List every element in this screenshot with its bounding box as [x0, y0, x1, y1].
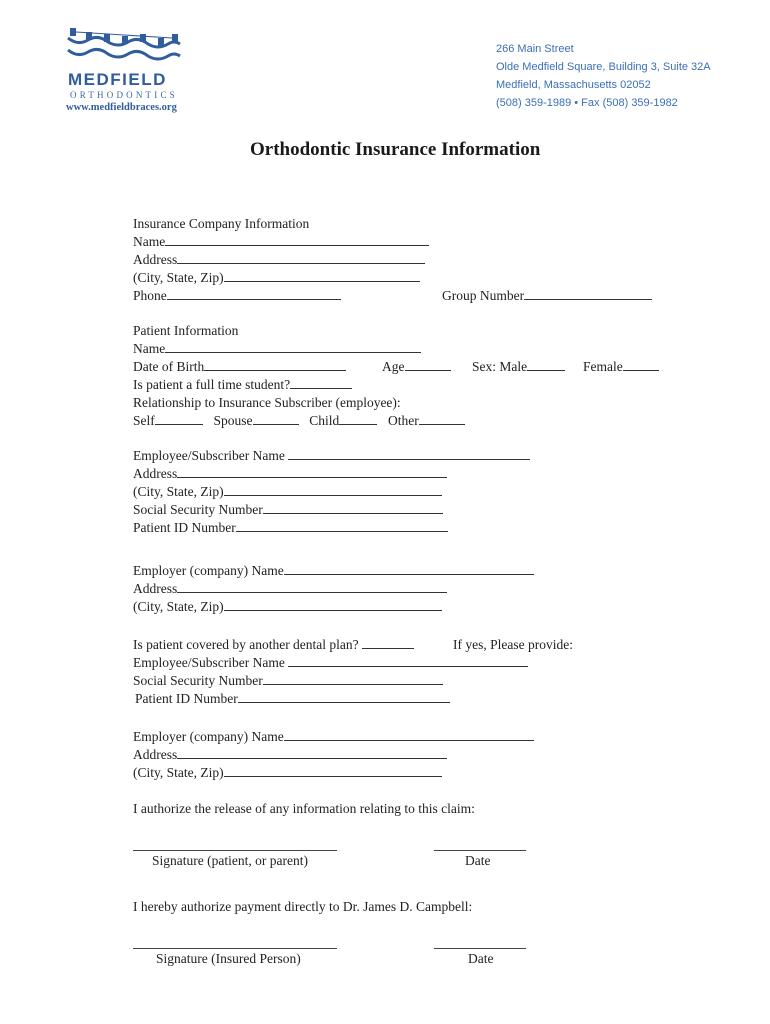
- employer2-city-row: [133, 764, 442, 782]
- child-field[interactable]: [339, 412, 377, 425]
- subscriber-city-field[interactable]: [224, 483, 442, 496]
- group-number-field[interactable]: [524, 287, 652, 300]
- relationship-options: [133, 412, 465, 430]
- logo-name: MEDFIELD: [68, 70, 167, 89]
- employer-name-field[interactable]: [284, 562, 534, 575]
- logo-braces-icon: [64, 24, 182, 72]
- field-label: Phone: [133, 288, 167, 303]
- insurance-city-row: [133, 269, 420, 287]
- subscriber-ssn-row: [133, 501, 443, 519]
- address-line: Medfield, Massachusetts 02052: [496, 79, 651, 91]
- employer-address-row: [133, 580, 447, 598]
- age-row: [382, 358, 451, 376]
- subscriber-patient-id-row: [133, 519, 448, 537]
- insurance-name-field[interactable]: [165, 233, 429, 246]
- field-label: Employee/Subscriber Name: [133, 655, 285, 670]
- relationship-heading: Relationship to Insurance Subscriber (employee):: [133, 395, 401, 410]
- field-label: Employer (company) Name: [133, 729, 284, 744]
- group-number-row: [442, 287, 652, 305]
- authorize-release-text: I authorize the release of any information relating to this claim:: [133, 801, 475, 816]
- insurance-name-row: [133, 233, 429, 251]
- field-label: Date of Birth: [133, 359, 205, 374]
- dob-row: [133, 358, 346, 376]
- subscriber-city-row: [133, 483, 442, 501]
- logo-url: www.medfieldbraces.org: [66, 102, 177, 113]
- field-label: Self: [133, 413, 155, 428]
- field-label: Name: [133, 341, 166, 356]
- field-label: Female: [583, 359, 623, 374]
- dob-field[interactable]: [204, 358, 346, 371]
- insurance-address-field[interactable]: [177, 251, 425, 264]
- date1-line[interactable]: [434, 850, 526, 851]
- address-line: Olde Medfield Square, Building 3, Suite 32A: [496, 61, 711, 73]
- field-label: Patient ID Number: [135, 691, 238, 706]
- student-row: [133, 376, 352, 394]
- field-label: Address: [133, 581, 178, 596]
- field-label: Address: [133, 252, 178, 267]
- field-label: Sex: Male: [472, 359, 528, 374]
- employer2-address-field[interactable]: [177, 746, 447, 759]
- subscriber-name-row: [133, 447, 530, 465]
- student-field[interactable]: [290, 376, 352, 389]
- second-subscriber-name-row: [133, 654, 528, 672]
- field-label: Child: [309, 413, 340, 428]
- field-label: Social Security Number: [133, 502, 263, 517]
- employer-name-row: [133, 562, 534, 580]
- insurance-phone-row: [133, 287, 341, 305]
- field-label: Name: [133, 234, 166, 249]
- other-field[interactable]: [419, 412, 465, 425]
- field-label: Patient ID Number: [133, 520, 236, 535]
- field-label: (City, State, Zip): [133, 599, 224, 614]
- patient-name-row: [133, 340, 421, 358]
- date2-line[interactable]: [434, 948, 526, 949]
- if-yes-label: If yes, Please provide:: [453, 637, 573, 652]
- employer2-city-field[interactable]: [224, 764, 442, 777]
- field-label: (City, State, Zip): [133, 484, 224, 499]
- second-subscriber-name-field[interactable]: [288, 654, 528, 667]
- signature2-label: Signature (Insured Person): [156, 951, 301, 966]
- second-patient-id-field[interactable]: [238, 690, 450, 703]
- field-label: Employer (company) Name: [133, 563, 284, 578]
- second-ssn-row: [133, 672, 443, 690]
- field-label: (City, State, Zip): [133, 270, 224, 285]
- second-plan-field[interactable]: [362, 636, 414, 649]
- subscriber-address-field[interactable]: [177, 465, 447, 478]
- field-label: Employee/Subscriber Name: [133, 448, 285, 463]
- sex-female-row: [583, 358, 659, 376]
- employer-address-field[interactable]: [177, 580, 447, 593]
- logo-subtitle: ORTHODONTICS: [70, 90, 178, 100]
- spouse-field[interactable]: [253, 412, 299, 425]
- male-field[interactable]: [527, 358, 565, 371]
- patient-heading: Patient Information: [133, 323, 239, 338]
- field-label: Group Number: [442, 288, 525, 303]
- self-field[interactable]: [155, 412, 203, 425]
- second-patient-id-row: [135, 690, 450, 708]
- age-field[interactable]: [405, 358, 451, 371]
- subscriber-patient-id-field[interactable]: [236, 519, 448, 532]
- subscriber-name-field[interactable]: [288, 447, 530, 460]
- second-plan-row: [133, 636, 414, 654]
- insurance-phone-field[interactable]: [167, 287, 341, 300]
- field-label: Other: [388, 413, 419, 428]
- phone-fax-line: (508) 359-1989 • Fax (508) 359-1982: [496, 97, 678, 109]
- field-label: Age: [382, 359, 405, 374]
- signature2-line[interactable]: [133, 948, 337, 949]
- employer-city-field[interactable]: [224, 598, 442, 611]
- field-label: (City, State, Zip): [133, 765, 224, 780]
- date1-label: Date: [465, 853, 491, 868]
- insurance-city-field[interactable]: [224, 269, 420, 282]
- insurance-heading: Insurance Company Information: [133, 216, 310, 231]
- authorize-payment-text: I hereby authorize payment directly to Dr. James D. Campbell:: [133, 899, 473, 914]
- date2-label: Date: [468, 951, 494, 966]
- field-label: Address: [133, 747, 178, 762]
- signature1-line[interactable]: [133, 850, 337, 851]
- employer2-address-row: [133, 746, 447, 764]
- field-label: Address: [133, 466, 178, 481]
- address-line: 266 Main Street: [496, 43, 574, 55]
- employer-city-row: [133, 598, 442, 616]
- field-label: Is patient a full time student?: [133, 377, 291, 392]
- female-field[interactable]: [623, 358, 659, 371]
- field-label: Social Security Number: [133, 673, 263, 688]
- page-title: Orthodontic Insurance Information: [250, 139, 541, 160]
- practice-address: [496, 40, 711, 112]
- field-label: Is patient covered by another dental plan?: [133, 637, 359, 652]
- field-label: Spouse: [213, 413, 253, 428]
- patient-name-field[interactable]: [165, 340, 421, 353]
- insurance-address-row: [133, 251, 425, 269]
- employer2-name-field[interactable]: [284, 728, 534, 741]
- subscriber-ssn-field[interactable]: [263, 501, 443, 514]
- signature1-label: Signature (patient, or parent): [152, 853, 308, 868]
- second-ssn-field[interactable]: [263, 672, 443, 685]
- subscriber-address-row: [133, 465, 447, 483]
- sex-male-row: [472, 358, 565, 376]
- logo: [64, 24, 184, 116]
- employer2-name-row: [133, 728, 534, 746]
